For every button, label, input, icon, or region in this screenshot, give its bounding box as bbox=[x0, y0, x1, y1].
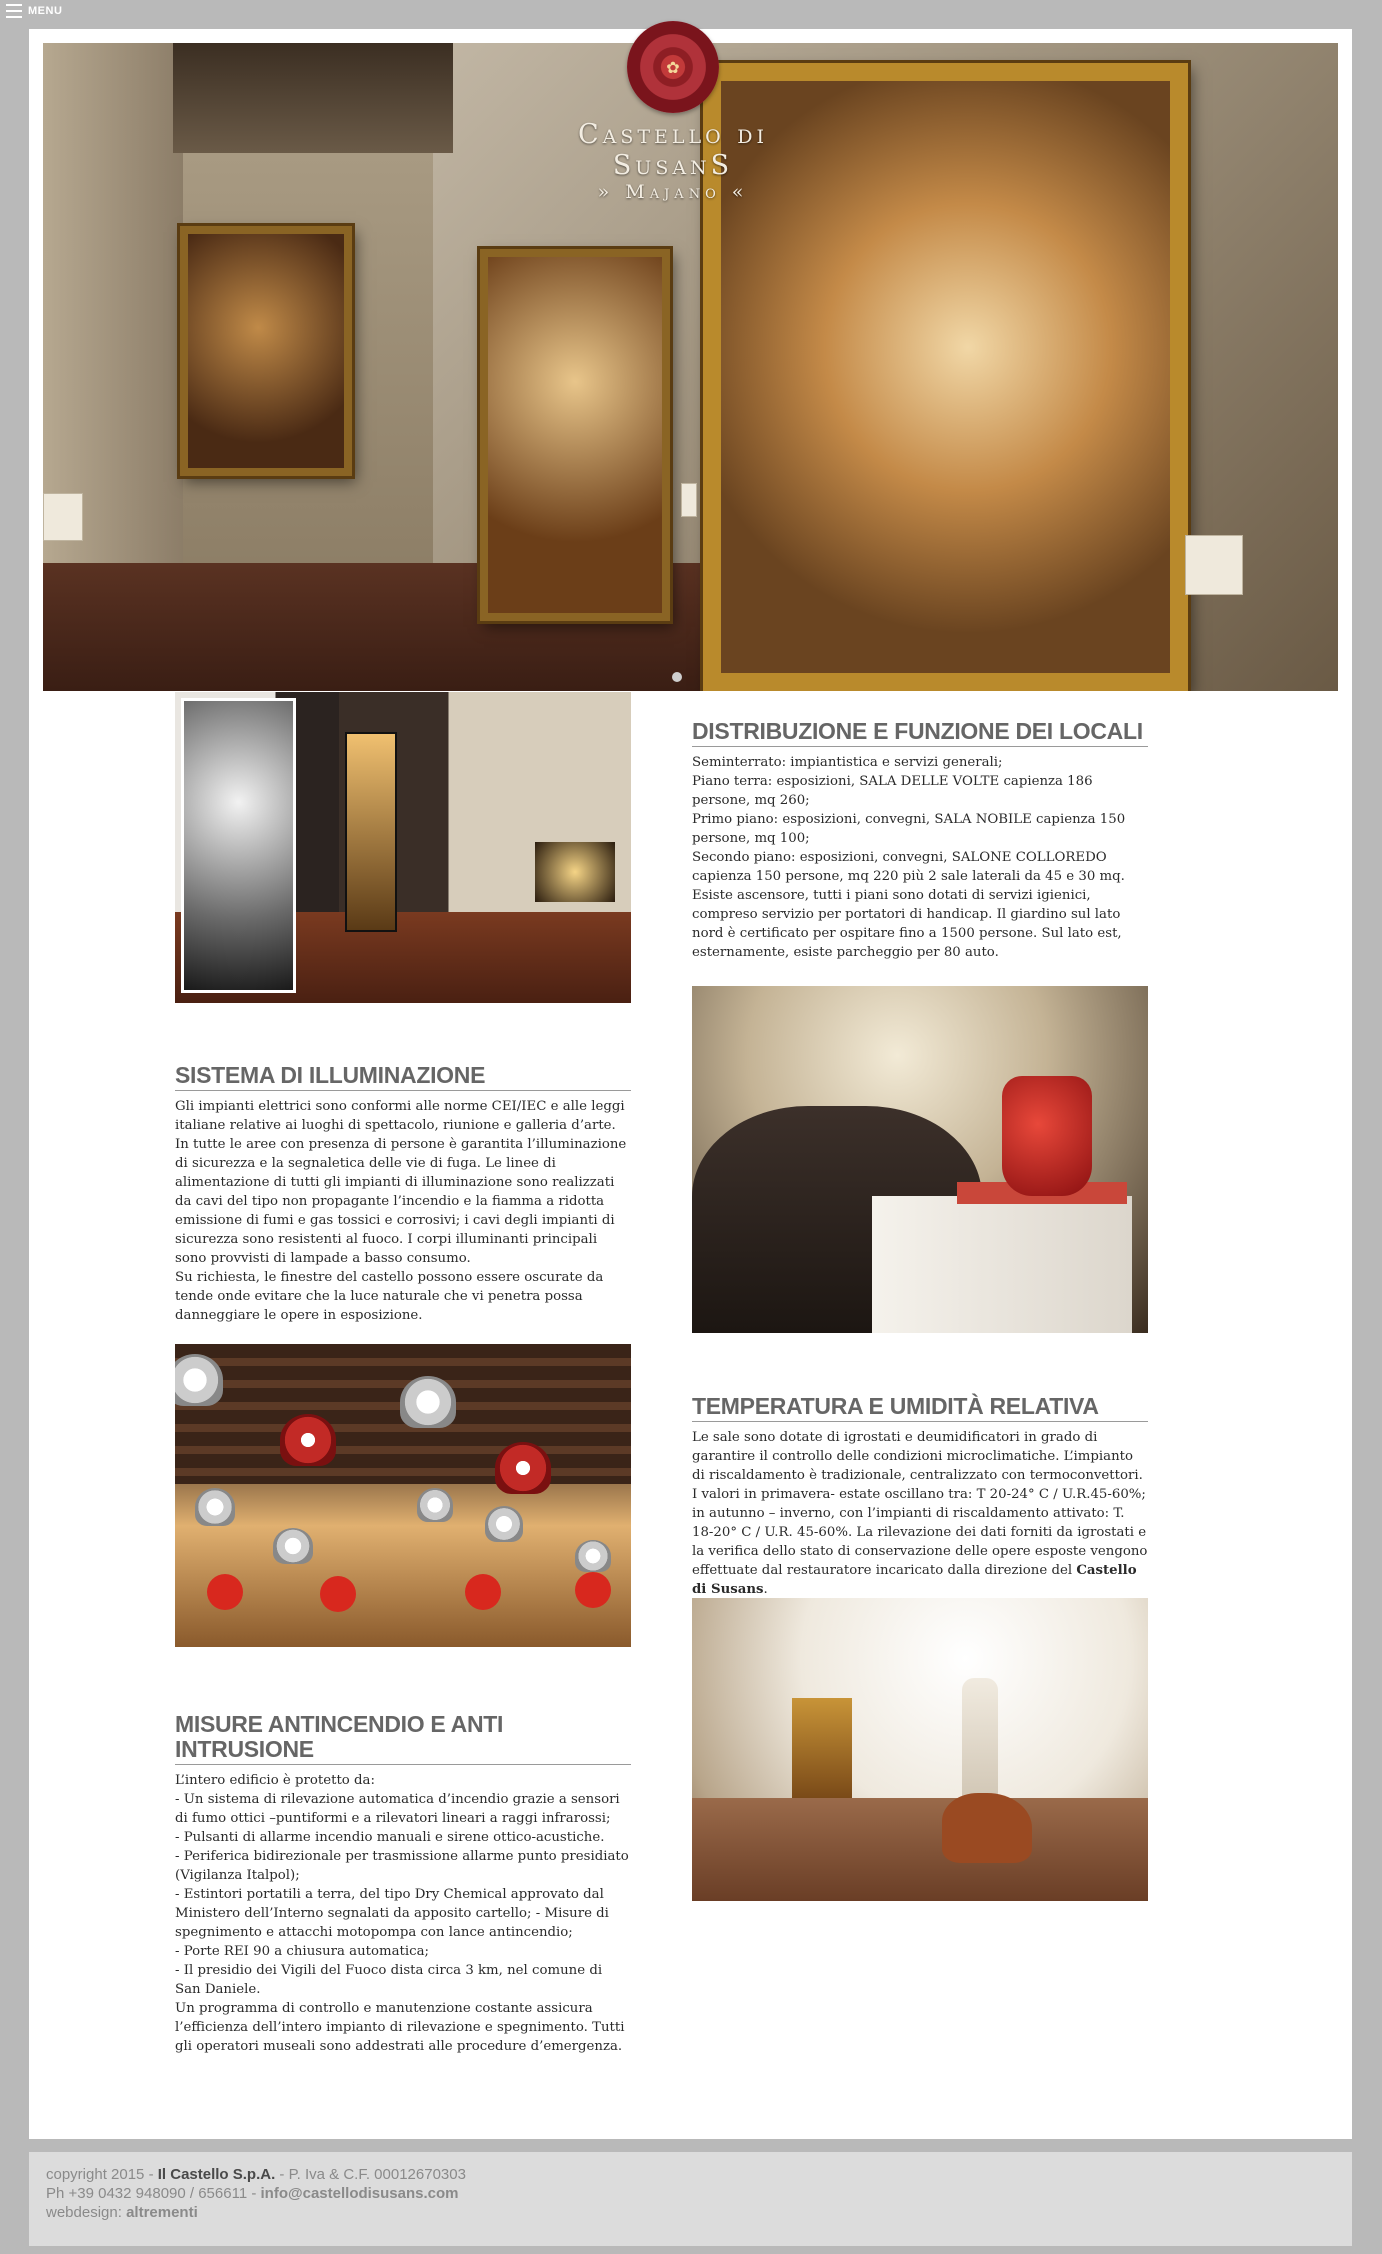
photo-lamps-ceiling bbox=[175, 1344, 631, 1647]
section-body: Le sale sono dotate di igrostati e deumidificatori in grado di garantire il controllo delle condizioni microclimatiche. L’impianto di riscaldamento è tradizionale, centralizzato con termoconvettori. I valori in primavera- estate oscillano tra: T 20-24° C / U.R.45-60%; in autunno – inverno, con l’impianti di riscaldamento attivato: T. 18-20° C / U.R. 45-60%. La rilevazione dei dati forniti da igrostati e la verifica dello stato di conservazione delle opere esposte vengono effettuate dal restauratore incaricato dalla direzione del Castello di Susans. bbox=[692, 1430, 1148, 1597]
logo-subtitle: » Majano « bbox=[597, 181, 749, 203]
menu-label: MENU bbox=[28, 5, 63, 17]
footer-contacts: Ph +39 0432 948090 / 656611 - info@castellodisusans.com bbox=[46, 2185, 459, 2202]
section-body: Gli impianti elettrici sono conformi alle norme CEI/IEC e alle leggi italiane relative ai luoghi di spettacolo, riunione e galleria d’arte. In tutte le aree con presenza di persone è garantita l’illuminazione di sicurezza e la segnaletica delle vie di fuga. Le linee di alimentazione di tutti gli impianti di illuminazione sono realizzati da cavi del tipo non propagante l’incendio e la fiamma a ridotta emissione di fumi e gas tossici e corrosivi; i cavi degli impianti di sicurezza sono resistenti al fuoco. I corpi illuminanti principali sono provvisti di lampade a basso consumo. Su richiesta, le finestre del castello possono essere oscurate da tende onde evitare che la luce naturale che vi penetra possa danneggiare le opere in esposizione. bbox=[175, 1099, 627, 1323]
site-logo[interactable] bbox=[523, 21, 823, 203]
section-temperatura bbox=[692, 1394, 1148, 1599]
section-illuminazione bbox=[175, 1063, 631, 1325]
section-title: TEMPERATURA E UMIDITÀ RELATIVA bbox=[692, 1394, 1148, 1422]
photo-exhibition-hall bbox=[175, 692, 631, 1003]
painting-center bbox=[480, 249, 670, 621]
section-body: L’intero edificio è protetto da: - Un sistema di rilevazione automatica d’incendio grazie a sensori di fumo ottici –puntiformi e a rilevatori lineari a raggi infrarossi; - Pulsanti di allarme incendio manuali e sirene ottico-acustiche. - Periferica bidirezionale per trasmissione allarme punto presidiato (Vigilanza Italpol); - Estintori portatili a terra, del tipo Dry Chemical approvato dal Ministero dell’Interno segnalati da apposito cartello; - Misure di spegnimento e attacchi motopompa con lance antincendio; - Porte REI 90 a chiusura automatica; - Il presidio dei Vigili del Fuoco dista circa 3 km, nel comune di San Daniele. Un programma di controllo e manutenzione costante assicura l’efficienza dell’intero impianto di rilevazione e spegnimento. Tutti gli operatori museali sono addestrati alle procedure d’emergenza. bbox=[175, 1773, 629, 2054]
photo-visitors-vase bbox=[692, 986, 1148, 1333]
hamburger-icon bbox=[6, 4, 22, 18]
section-title: DISTRIBUZIONE E FUNZIONE DEI LOCALI bbox=[692, 719, 1148, 747]
footer-webdesign: webdesign: altrementi bbox=[46, 2204, 198, 2221]
wall-caption bbox=[43, 493, 83, 541]
section-body: Seminterrato: impiantistica e servizi generali; Piano terra: esposizioni, SALA DELLE VOLTE capienza 186 persone, mq 260; Primo piano: esposizioni, convegni, SALA NOBILE capienza 150 persone, mq 100; Secondo piano: esposizioni, convegni, SALONE COLLOREDO capienza 150 persone, mq 220 più 2 sale laterali da 45 e 30 mq. Esiste ascensore, tutti i piani sono dotati di servizi igienici, compreso servizio per portatori di handicap. Il giardino sul lato nord è certificato per ospitare fino a 1500 persone. Sul lato est, esternamente, esiste parcheggio per 80 auto. bbox=[692, 755, 1126, 960]
photo-vaulted-room bbox=[692, 1598, 1148, 1901]
webdesign-link[interactable]: altrementi bbox=[126, 2204, 198, 2221]
footer bbox=[29, 2152, 1352, 2246]
castle-name: Castello di Susans bbox=[692, 1563, 1137, 1597]
section-distribuzione bbox=[692, 719, 1148, 962]
slider-dot[interactable] bbox=[672, 672, 682, 682]
company-name: Il Castello S.p.A. bbox=[157, 2166, 276, 2183]
logo-title: Castello di SusanS bbox=[577, 119, 769, 181]
section-title: MISURE ANTINCENDIO E ANTI INTRUSIONE bbox=[175, 1712, 631, 1765]
email-link[interactable]: info@castellodisusans.com bbox=[260, 2185, 459, 2202]
wall-caption bbox=[681, 483, 697, 517]
section-misure bbox=[175, 1712, 631, 2056]
menu-button[interactable] bbox=[6, 4, 62, 18]
painting-left bbox=[180, 226, 352, 476]
rose-emblem-icon: ✿ bbox=[627, 21, 719, 113]
section-title: SISTEMA DI ILLUMINAZIONE bbox=[175, 1063, 631, 1091]
wall-caption bbox=[1185, 535, 1243, 595]
footer-copyright: copyright 2015 - Il Castello S.p.A. - P. Iva & C.F. 00012670303 bbox=[46, 2166, 466, 2183]
